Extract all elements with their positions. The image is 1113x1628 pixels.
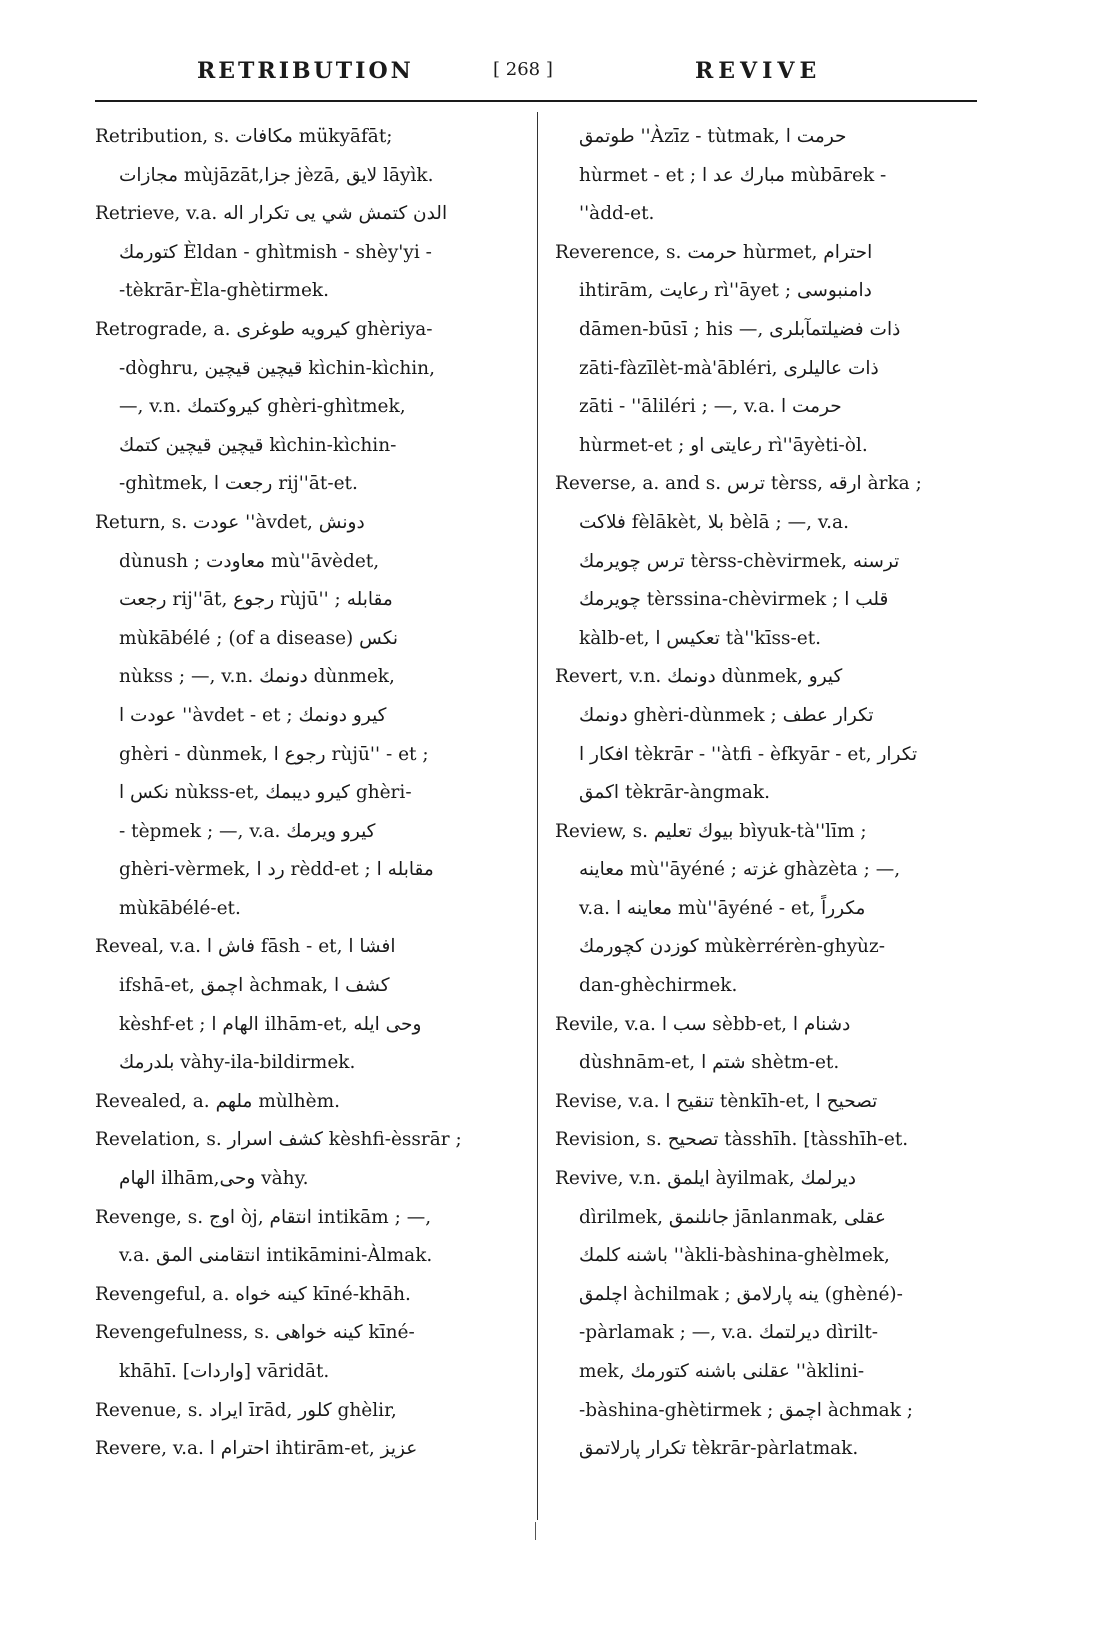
line-text: Revelation, s. كشف اسرار kèshfi-èssrār ; — [95, 1129, 462, 1151]
line-text: nùkss ; —, v.n. دونمك dùnmek, — [119, 666, 395, 688]
line-text: -ghìtmek, رجعت ا rij''āt-et. — [119, 473, 358, 495]
line-text: ifshā-et, اچمق àchmak, كشف ا — [119, 975, 390, 997]
line-text: zāti-fàzīlèt-mà'ābléri, ذات عاليلرى — [579, 357, 879, 379]
line-text: mek, عقلنى باشنه كتورمك ''àklini- — [579, 1361, 865, 1382]
line-text: dan-ghèchirmek. — [579, 975, 738, 997]
dictionary-line — [555, 195, 985, 234]
line-text: Revealed, a. ملهم mùlhèm. — [95, 1090, 340, 1112]
dictionary-line — [555, 1276, 985, 1315]
dictionary-line — [555, 967, 985, 1006]
dictionary-line — [555, 1160, 985, 1199]
dictionary-line — [555, 928, 985, 967]
line-text: Reverence, s. حرمت hùrmet, احترام — [555, 241, 873, 263]
line-text: —, v.n. كيروكتمك ghèri-ghìtmek, — [119, 396, 406, 418]
dictionary-line — [95, 1006, 525, 1045]
line-text: رجعت rij''āt, رجوع rùjū'' ; مقابله — [119, 589, 393, 611]
dictionary-line — [95, 465, 525, 504]
dictionary-line — [555, 1392, 985, 1431]
dictionary-line — [95, 928, 525, 967]
page-number: [ 268 ] — [493, 59, 553, 80]
line-text: تكرار پارلاتمق tèkrār-pàrlatmak. — [579, 1438, 859, 1460]
line-text: ghèri - dùnmek, رجوع ا rùjū'' - et ; — [119, 743, 429, 765]
dictionary-line — [95, 697, 525, 736]
dictionary-line — [95, 813, 525, 852]
line-text: dùshnām-et, شتم ا shètm-et. — [579, 1052, 840, 1074]
line-text: Revile, v.a. سب ا sèbb-et, دشنام ا — [555, 1013, 851, 1035]
dictionary-line — [95, 774, 525, 813]
dictionary-line — [555, 1006, 985, 1045]
line-text: Revengeful, a. كينه خواه kīné-khāh. — [95, 1283, 411, 1305]
dictionary-line — [555, 465, 985, 504]
dictionary-line — [95, 157, 525, 196]
dictionary-line — [95, 1160, 525, 1199]
line-text: اكمق tèkrār-àngmak. — [579, 782, 770, 804]
line-text: v.a. انتقامنى المق intikāmini-Àlmak. — [119, 1245, 433, 1267]
dictionary-line — [95, 388, 525, 427]
dictionary-line — [95, 1430, 525, 1469]
line-text: Reverse, a. and s. ترس tèrss, ارقه àrka ; — [555, 473, 922, 495]
line-text: Retrograde, a. كيرويه طوغرى ghèriya- — [95, 318, 433, 340]
dictionary-line — [95, 658, 525, 697]
line-text: دونمك ghèri-dùnmek ; تكرار عطف — [579, 704, 874, 726]
footer-mark — [535, 1522, 539, 1540]
line-text: -dòghru, قيچين قيچين kìchin-kìchin, — [119, 357, 435, 379]
dictionary-line — [95, 1314, 525, 1353]
line-text: ihtirām, رعايت rì''āyet ; دامنبوسى — [579, 280, 872, 302]
line-text: Revise, v.a. تنقيح ا tènkīh-et, تصحيح ا — [555, 1090, 878, 1112]
line-text: ''àdd-et. — [579, 203, 655, 225]
line-text: v.a. معاينه ا mù''āyéné - et, مكرراً — [579, 897, 866, 919]
line-text: -tèkrār-Èla-ghètirmek. — [119, 280, 329, 302]
dictionary-line — [555, 388, 985, 427]
dictionary-line — [95, 272, 525, 311]
line-text: فلاكت fèlākèt, بلا bèlā ; —, v.a. — [579, 511, 849, 533]
dictionary-line — [555, 504, 985, 543]
line-text: hùrmet-et ; رعايتى او rì''āyèti-òl. — [579, 434, 868, 456]
dictionary-line — [555, 1083, 985, 1122]
line-text: mùkābélé ; (of a disease) نكس — [119, 627, 399, 649]
line-text: اچلمق àchilmak ; ينه پارلامق (ghèné)- — [579, 1283, 903, 1305]
line-text: mùkābélé-et. — [119, 897, 241, 919]
dictionary-line — [555, 736, 985, 775]
dictionary-line — [555, 272, 985, 311]
dictionary-line — [95, 118, 525, 157]
dictionary-line — [95, 543, 525, 582]
dictionary-line — [555, 234, 985, 273]
line-text: dùnush ; معاودت mù''āvèdet, — [119, 550, 380, 572]
line-text: - tèpmek ; —, v.a. كيرو ويرمك — [119, 820, 376, 842]
dictionary-line — [95, 195, 525, 234]
line-text: قيچين قيچين كتمك kìchin-kìchin- — [119, 434, 397, 456]
line-text: عودت ا ''àvdet - et ; كيرو دونمك — [119, 704, 387, 726]
dictionary-line — [555, 427, 985, 466]
line-text: zāti - ''āliléri ; —, v.a. حرمت ا — [579, 396, 842, 418]
dictionary-line — [95, 1121, 525, 1160]
dictionary-line — [95, 350, 525, 389]
line-text: طوتمق ''Àzīz - tùtmak, حرمت ا — [579, 126, 847, 147]
dictionary-line — [555, 118, 985, 157]
line-text: hùrmet - et ; مبارك عد ا mùbārek - — [579, 164, 887, 186]
dictionary-line — [555, 1430, 985, 1469]
line-text: -pàrlamak ; —, v.a. ديرلتمك dìrilt- — [579, 1322, 879, 1344]
line-text: Revert, v.n. دونمك dùnmek, كيرو — [555, 666, 843, 688]
line-text: Revive, v.n. ايلمق àyilmak, ديرلمك — [555, 1168, 857, 1190]
header-rule — [95, 100, 977, 102]
line-text: معاينه mù''āyéné ; غزته ghàzèta ; —, — [579, 859, 901, 881]
dictionary-line — [95, 427, 525, 466]
line-text: نكس ا nùkss-et, كيرو ديبمك ghèri- — [119, 782, 412, 804]
dictionary-line — [95, 736, 525, 775]
dictionary-line — [95, 581, 525, 620]
dictionary-line — [555, 1314, 985, 1353]
dictionary-line — [555, 890, 985, 929]
line-text: ترس چويرمك tèrss-chèvirmek, ترسنه — [579, 550, 900, 572]
line-text: Retribution, s. مكافات mükyāfāt; — [95, 126, 393, 147]
dictionary-line — [555, 1199, 985, 1238]
dictionary-line — [95, 890, 525, 929]
line-text: dìrilmek, جانلنمق jānlanmak, عقلى — [579, 1206, 886, 1228]
line-text: Retrieve, v.a. الدن كتمش شي يى تكرار اله — [95, 203, 448, 225]
dictionary-line — [95, 851, 525, 890]
line-text: چويرمك tèrssina-chèvirmek ; قلب ا — [579, 589, 889, 611]
line-text: ghèri-vèrmek, رد ا rèdd-et ; مقابله ا — [119, 859, 434, 881]
dictionary-line — [555, 658, 985, 697]
dictionary-line — [95, 311, 525, 350]
line-text: Reveal, v.a. فاش ا fāsh - et, افشا ا — [95, 936, 396, 958]
dictionary-line — [95, 504, 525, 543]
line-text: Revenue, s. ايراد īrād, كلور ghèlir, — [95, 1399, 397, 1421]
dictionary-line — [555, 697, 985, 736]
line-text: مجازات mùjāzāt,جزا jèzā, لايق lāyìk. — [119, 164, 434, 186]
line-text: كتورمك Èldan - ghìtmish - shèy'yi - — [119, 241, 432, 263]
dictionary-line — [555, 311, 985, 350]
line-text: Revengefulness, s. كينه خواهى kīné- — [95, 1322, 415, 1344]
dictionary-line — [95, 967, 525, 1006]
dictionary-line — [555, 774, 985, 813]
dictionary-line — [555, 543, 985, 582]
dictionary-line — [95, 1083, 525, 1122]
dictionary-line — [95, 1392, 525, 1431]
line-text: Return, s. عودت ''àvdet, دونش — [95, 511, 365, 533]
dictionary-line — [95, 1237, 525, 1276]
line-text: Review, s. بيوك تعليم bìyuk-tà''līm ; — [555, 820, 867, 842]
header-first-word: RETRIBUTION — [197, 58, 414, 84]
dictionary-line — [555, 1237, 985, 1276]
line-text: باشنه كلمك ''àkli-bàshina-ghèlmek, — [579, 1245, 890, 1267]
line-text: افكار ا tèkrār - ''àtfi - èfkyār - et, تكرار — [579, 743, 918, 765]
line-text: kèshf-et ; الهام ا ilhām-et, وحى ايله — [119, 1013, 422, 1035]
line-text: khāhī. [واردات] vāridāt. — [119, 1361, 330, 1382]
dictionary-line — [95, 1353, 525, 1392]
dictionary-line — [555, 157, 985, 196]
dictionary-line — [555, 1121, 985, 1160]
header-last-word: REVIVE — [695, 58, 822, 84]
line-text: Revenge, s. اوج òj, انتقام intikām ; —, — [95, 1206, 432, 1228]
line-text: kàlb-et, تعكيس ا tà''kīss-et. — [579, 627, 822, 649]
dictionary-line — [555, 620, 985, 659]
dictionary-line — [95, 620, 525, 659]
dictionary-line — [555, 813, 985, 852]
line-text: dāmen-būsī ; his —, ذات فضيلتمآبلرى — [579, 318, 901, 340]
left-column — [95, 118, 525, 1469]
dictionary-line — [95, 1044, 525, 1083]
page-header — [95, 52, 973, 92]
line-text: كوزدن كچورمك mùkèrrérèn-ghyùz- — [579, 936, 885, 958]
right-column — [555, 118, 985, 1469]
dictionary-line — [555, 350, 985, 389]
dictionary-line — [555, 1353, 985, 1392]
line-text: بلدرمك vàhy-ila-bildirmek. — [119, 1052, 356, 1074]
line-text: -bàshina-ghètirmek ; اچمق àchmak ; — [579, 1399, 914, 1421]
line-text: الهام ilhām,وحى vàhy. — [119, 1168, 309, 1190]
line-text: Revere, v.a. احترام ا ihtirām-et, عزيز — [95, 1438, 418, 1460]
dictionary-line — [555, 581, 985, 620]
dictionary-line — [555, 1044, 985, 1083]
dictionary-line — [95, 1199, 525, 1238]
dictionary-line — [555, 851, 985, 890]
line-text: Revision, s. تصحيح tàsshīh. [tàsshīh-et. — [555, 1129, 909, 1151]
dictionary-line — [95, 234, 525, 273]
dictionary-line — [95, 1276, 525, 1315]
column-divider — [537, 112, 538, 1520]
